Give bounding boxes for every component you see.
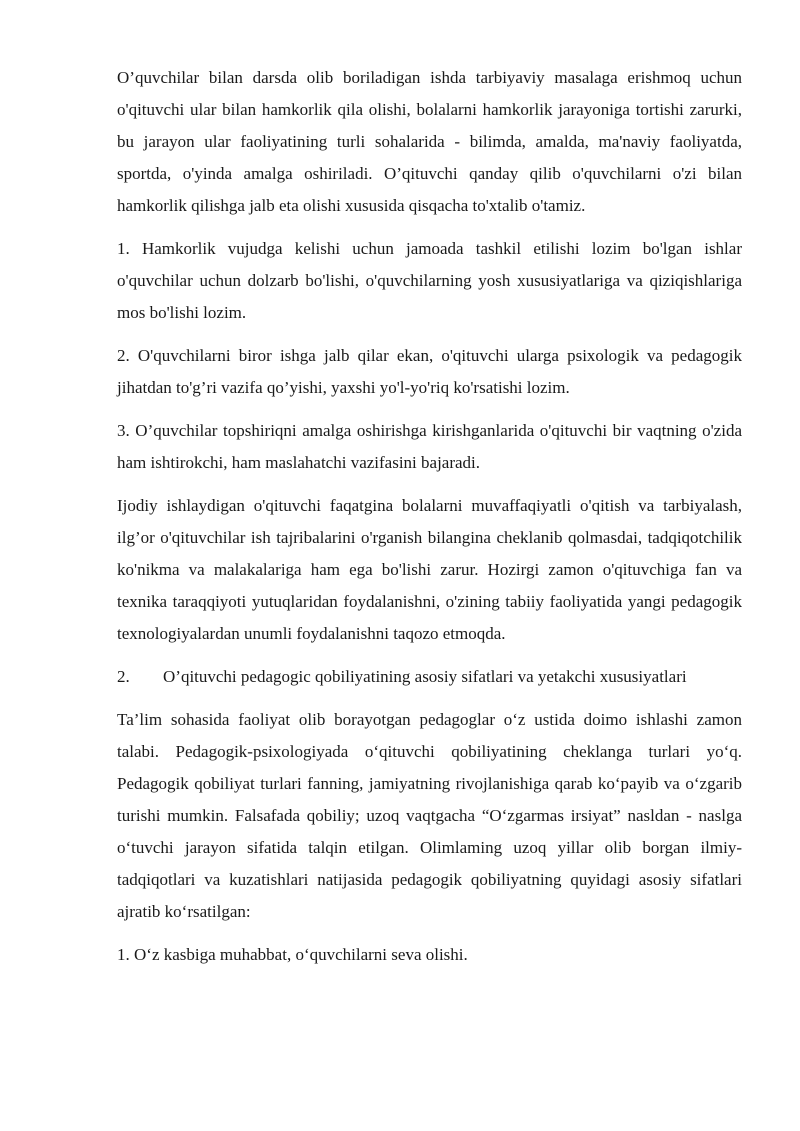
creative-teacher-paragraph: Ijodiy ishlaydigan o'qituvchi faqatgina bolalarni muvaffaqiyatli o'qitish va tarbiyalash, ilg’or o'qituvchilar ish tajribalarini o'rganish bilangina cheklanib qolmasdai, tadqiqotchilik ko'nikma va malakalariga ham ega bo'lishi zarur. Hozirgi zamon o'qituvchiga fan va texnika taraqqiyoti yutuqlaridan foydalanishni, o'zining tabiiy faoliyatida yangi pedagogik texnologiyalardan unumli foydalanishni taqozo etmoqda. [117, 496, 742, 643]
section-title: O’qituvchi pedagogic qobiliyatining asosiy sifatlari va yetakchi xususiyatlari [163, 667, 687, 686]
abilities-paragraph: Ta’lim sohasida faoliyat olib borayotgan pedagoglar o‘z ustida doimo ishlashi zamon talabi. Pedagogik-psixologiyada o‘qituvchi qobiliyatining cheklanga turlari yo‘q. Pedagogik qobiliyat turlari fanning, jamiyatning rivojlanishiga qarab ko‘payib va o‘zgarib turishi mumkin. Falsafada qobiliy; uzoq vaqtgacha “O‘zgarmas irsiyat” nasldan - naslga o‘tuvchi jarayon sifatida talqin etilgan. Olimlaming uzoq yillar olib borgan ilmiy-tadqiqotlari va kuzatishlari natijasida pedagogik qobiliyatning quyidagi asosiy sifatlari ajratib ko‘rsatilgan: [117, 710, 742, 921]
document-page [117, 62, 742, 982]
list-item-1: 1. Hamkorlik vujudga kelishi uchun jamoada tashkil etilishi lozim bo'lgan ishlar o'quvchilar uchun dolzarb bo'lishi, o'quvchilarning yosh xususiyatlariga va qiziqishlariga mos bo'lishi lozim. [117, 239, 742, 322]
abilities-list-item-1: 1. O‘z kasbiga muhabbat, o‘quvchilarni seva olishi. [117, 945, 468, 964]
section-heading [117, 661, 742, 693]
intro-paragraph: O’quvchilar bilan darsda olib boriladigan ishda tarbiyaviy masalaga erishmoq uchun o'qituvchi ular bilan hamkorlik qila olishi, bolalarni hamkorlik jarayoniga tortishi zarurki, bu jarayon ular faoliyatining turli sohalarida - bilimda, amalda, ma'naviy faoliyatda, sportda, o'yinda amalga oshiriladi. O’qituvchi qanday qilib o'quvchilarni o'zi bilan hamkorlik qilishga jalb eta olishi xususida qisqacha to'xtalib o'tamiz. [117, 68, 742, 215]
list-item-2: 2. O'quvchilarni biror ishga jalb qilar ekan, o'qituvchi ularga psixologik va pedagogik jihatdan to'g’ri vazifa qo’yishi, yaxshi yo'l-yo'riq ko'rsatishi lozim. [117, 346, 742, 397]
section-number: 2. [117, 667, 130, 686]
list-item-3: 3. O’quvchilar topshiriqni amalga oshirishga kirishganlarida o'qituvchi bir vaqtning o'zida ham ishtirokchi, ham maslahatchi vazifasini bajaradi. [117, 421, 742, 472]
